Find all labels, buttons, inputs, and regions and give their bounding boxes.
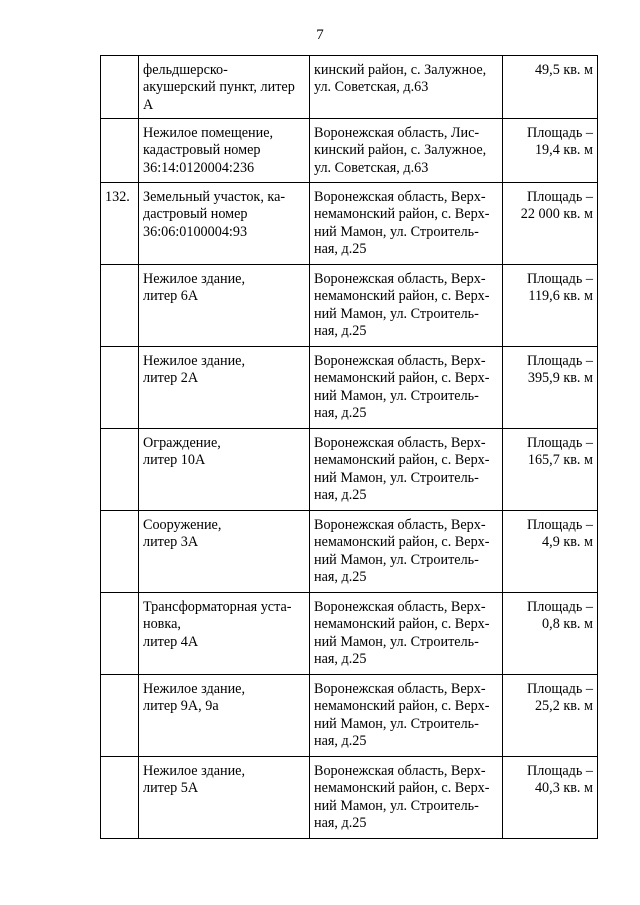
object-name-line: литер 3А: [143, 534, 199, 551]
address-line: ний Мамон, ул. Строитель-: [314, 551, 479, 568]
row-number-cell: [101, 429, 139, 511]
address-line: ний Мамон, ул. Строитель-: [314, 469, 479, 486]
address-line: немамонский район, с. Верх-: [314, 288, 490, 305]
area-line: Площадь –: [527, 599, 593, 615]
address-cell: [310, 593, 503, 675]
area-line: 19,4 кв. м: [534, 142, 593, 159]
object-name-cell: [139, 183, 310, 265]
object-name-line: Земельный участок, ка-: [143, 189, 286, 205]
object-name-line: фельдшерско-: [143, 62, 228, 78]
row-number-cell: 132.: [101, 183, 139, 265]
object-name-line: Ограждение,: [143, 435, 221, 451]
object-name-line: Трансформаторная уста-: [143, 599, 292, 615]
address-line: кинский район, с. Залужное,: [314, 142, 487, 159]
address-line: ная, д.25: [314, 241, 367, 258]
object-name-line: кадастровый номер: [143, 142, 261, 159]
object-name-line: дастровый номер: [143, 206, 248, 223]
object-name-line: 36:14:0120004:236: [143, 159, 255, 176]
address-line: ная, д.25: [314, 569, 367, 586]
object-name-line: литер 2А: [143, 370, 199, 387]
address-line: ная, д.25: [314, 651, 367, 668]
area-cell: [503, 347, 598, 429]
table-row: [101, 265, 598, 347]
address-line: Воронежская область, Лис-: [314, 125, 480, 141]
address-line: ная, д.25: [314, 733, 367, 750]
address-line: ний Мамон, ул. Строитель-: [314, 633, 479, 650]
address-cell: [310, 56, 503, 119]
address-line: ул. Советская, д.63: [314, 79, 429, 96]
area-line: 165,7 кв. м: [527, 452, 593, 469]
address-cell: [310, 265, 503, 347]
address-cell: [310, 183, 503, 265]
row-number-cell: [101, 56, 139, 119]
area-line: Площадь –: [527, 353, 593, 369]
object-name-line: литер 5А: [143, 780, 199, 797]
page-number: 7: [316, 27, 324, 43]
object-name-line: новка,: [143, 616, 181, 633]
address-line: ная, д.25: [314, 323, 367, 340]
object-name-cell: [139, 265, 310, 347]
area-line: 22 000 кв. м: [520, 206, 593, 223]
address-line: ний Мамон, ул. Строитель-: [314, 797, 479, 814]
object-name-line: 36:06:0100004:93: [143, 223, 248, 240]
area-cell: [503, 56, 598, 119]
row-number-cell: [101, 757, 139, 839]
object-name-line: литер 4А: [143, 633, 199, 650]
row-number-cell: [101, 511, 139, 593]
address-line: Воронежская область, Верх-: [314, 763, 486, 779]
address-line: ная, д.25: [314, 815, 367, 832]
area-line: 25,2 кв. м: [534, 698, 593, 715]
address-line: немамонский район, с. Верх-: [314, 780, 490, 797]
address-line: ний Мамон, ул. Строитель-: [314, 387, 479, 404]
area-line: 40,3 кв. м: [534, 780, 593, 797]
area-line: 395,9 кв. м: [527, 370, 593, 387]
object-name-line: литер 10А: [143, 452, 206, 469]
object-name-line: Нежилое помещение,: [143, 125, 274, 141]
address-line: кинский район, с. Залужное,: [314, 62, 487, 78]
table-row: [101, 511, 598, 593]
address-cell: [310, 119, 503, 183]
address-line: немамонский район, с. Верх-: [314, 534, 490, 551]
address-line: немамонский район, с. Верх-: [314, 616, 490, 633]
table-row: [101, 757, 598, 839]
address-cell: [310, 675, 503, 757]
address-line: Воронежская область, Верх-: [314, 599, 486, 615]
object-name-cell: [139, 429, 310, 511]
area-cell: [503, 757, 598, 839]
address-line: Воронежская область, Верх-: [314, 271, 486, 287]
row-number-cell: [101, 347, 139, 429]
object-name-cell: [139, 675, 310, 757]
address-cell: [310, 429, 503, 511]
object-name-line: литер 9А, 9а: [143, 698, 219, 715]
property-table: [100, 55, 598, 839]
row-number-cell: [101, 265, 139, 347]
object-name-line: А: [143, 96, 154, 113]
area-cell: [503, 593, 598, 675]
object-name-cell: [139, 119, 310, 183]
area-cell: [503, 119, 598, 183]
object-name-line: Нежилое здание,: [143, 681, 246, 697]
row-number-cell: [101, 675, 139, 757]
object-name-line: Нежилое здание,: [143, 763, 246, 779]
property-table-body: [101, 56, 598, 839]
area-cell: [503, 429, 598, 511]
area-cell: [503, 265, 598, 347]
area-line: Площадь –: [527, 763, 593, 779]
address-line: ная, д.25: [314, 487, 367, 504]
object-name-cell: [139, 511, 310, 593]
row-number-cell: [101, 593, 139, 675]
area-line: Площадь –: [527, 271, 593, 287]
area-line: 0,8 кв. м: [542, 616, 593, 633]
address-line: ул. Советская, д.63: [314, 159, 429, 176]
address-cell: [310, 757, 503, 839]
table-row: [101, 56, 598, 119]
table-row: [101, 183, 598, 265]
table-row: [101, 593, 598, 675]
address-cell: [310, 511, 503, 593]
table-row: [101, 347, 598, 429]
address-line: ний Мамон, ул. Строитель-: [314, 715, 479, 732]
address-line: Воронежская область, Верх-: [314, 353, 486, 369]
table-row: [101, 119, 598, 183]
table-row: [101, 675, 598, 757]
area-line: Площадь –: [527, 125, 593, 141]
address-line: Воронежская область, Верх-: [314, 681, 486, 697]
address-line: ная, д.25: [314, 405, 367, 422]
object-name-line: Нежилое здание,: [143, 271, 246, 287]
address-line: ний Мамон, ул. Строитель-: [314, 305, 479, 322]
area-line: 119,6 кв. м: [528, 288, 593, 305]
table-row: [101, 429, 598, 511]
area-line: Площадь –: [527, 681, 593, 697]
address-cell: [310, 347, 503, 429]
area-cell: [503, 675, 598, 757]
object-name-cell: [139, 593, 310, 675]
address-line: немамонский район, с. Верх-: [314, 452, 490, 469]
object-name-cell: [139, 56, 310, 119]
object-name-line: акушерский пункт, литер: [143, 79, 295, 96]
area-cell: [503, 183, 598, 265]
object-name-line: литер 6А: [143, 288, 199, 305]
area-cell: [503, 511, 598, 593]
object-name-line: Нежилое здание,: [143, 353, 246, 369]
address-line: Воронежская область, Верх-: [314, 189, 486, 205]
object-name-cell: [139, 757, 310, 839]
area-line: 4,9 кв. м: [542, 534, 593, 551]
row-number-cell: [101, 119, 139, 183]
address-line: немамонский район, с. Верх-: [314, 698, 490, 715]
address-line: немамонский район, с. Верх-: [314, 206, 490, 223]
area-line: Площадь –: [527, 517, 593, 533]
object-name-cell: [139, 347, 310, 429]
address-line: Воронежская область, Верх-: [314, 435, 486, 451]
address-line: Воронежская область, Верх-: [314, 517, 486, 533]
address-line: немамонский район, с. Верх-: [314, 370, 490, 387]
object-name-line: Сооружение,: [143, 517, 222, 533]
area-line: Площадь –: [527, 189, 593, 205]
area-line: Площадь –: [527, 435, 593, 451]
area-line: 49,5 кв. м: [534, 62, 593, 78]
address-line: ний Мамон, ул. Строитель-: [314, 223, 479, 240]
